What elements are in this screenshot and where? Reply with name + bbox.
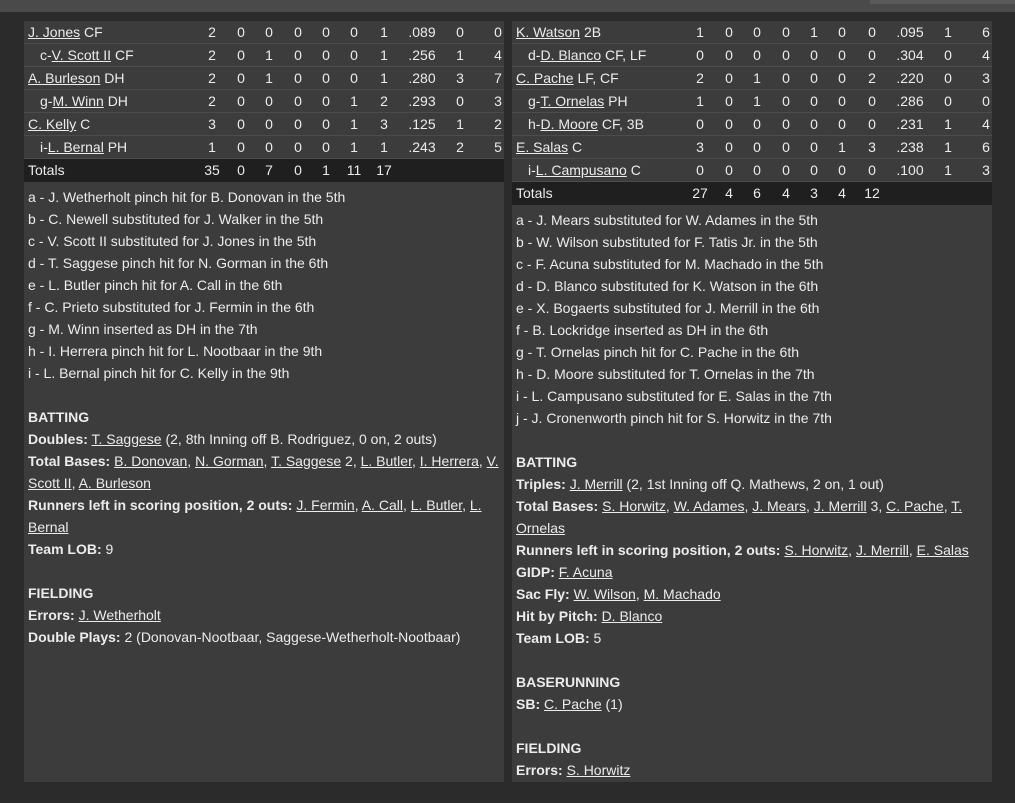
away-batting-table — [24, 21, 504, 159]
player-link[interactable]: C. Pache — [516, 70, 574, 86]
stat-cell: 0 — [810, 93, 818, 109]
substitution-note: b - W. Wilson substituted for F. Tatis Jr. in the 5th — [516, 234, 818, 250]
player-position: C — [80, 116, 91, 132]
player-link[interactable]: E. Salas — [516, 139, 569, 155]
player-link[interactable]: B. Donovan — [114, 453, 188, 469]
stat-cell: 2 — [696, 70, 704, 86]
stat-cell: 0 — [753, 116, 761, 132]
away-substitution-notes — [24, 182, 504, 648]
stat-cell: .089 — [408, 24, 436, 40]
player-link[interactable]: D. Blanco — [540, 47, 602, 63]
player-row — [512, 44, 992, 67]
stat-cell: 0 — [810, 139, 818, 155]
home-batting-section: BATTING Triples: J. Merrill (2, 1st Inning off Q. Mathews, 2 on, 1 out) Total Bases: S. Horwitz, W. Adames, J. Mears, J. Merrill 3, C. Pache, T. Ornelas Runners left in scoring position, 2 outs: S. Horwitz, J. Merrill, E. Salas GIDP: F. Acuna Sac Fly: W. Wilson, M. Machado Hit by Pitch: D. Blanco Team LOB: 5 — [516, 451, 988, 649]
player-row — [512, 21, 992, 44]
player-link[interactable]: S. Horwitz — [566, 762, 631, 778]
stat-cell: 0 — [237, 139, 245, 155]
player-name-cell: d-D. Blanco CF, LF — [528, 47, 647, 63]
player-row — [512, 90, 992, 113]
home-substitution-notes — [512, 205, 992, 781]
player-row — [512, 159, 992, 182]
stat-cell: 2 — [868, 70, 876, 86]
stat-cell: 3 — [208, 116, 216, 132]
stat-cell: 0 — [494, 24, 502, 40]
stat-cell: 0 — [838, 116, 846, 132]
stat-cell: 1 — [456, 47, 464, 63]
player-row — [512, 136, 992, 159]
player-link[interactable]: S. Horwitz — [602, 498, 666, 514]
stat-cell: 4 — [982, 116, 990, 132]
stat-cell: .238 — [896, 139, 924, 155]
player-link[interactable]: L. Campusano — [535, 162, 627, 178]
substitution-note: d - D. Blanco substituted for K. Watson in the 6th — [516, 278, 819, 294]
stat-cell: .243 — [408, 139, 436, 155]
fielding-heading: FIELDING — [516, 740, 582, 756]
stat-cell: 0 — [753, 139, 761, 155]
stat-cell: 2 — [208, 47, 216, 63]
total-stat-cell: 12 — [864, 185, 880, 201]
stat-cell: 4 — [982, 47, 990, 63]
stat-cell: 0 — [237, 93, 245, 109]
player-name-cell: i-L. Bernal PH — [40, 139, 128, 155]
player-link[interactable]: C. Kelly — [28, 116, 77, 132]
total-stat-cell: 35 — [204, 162, 220, 178]
home-fielding-section: FIELDING Errors: S. Horwitz — [516, 737, 988, 781]
player-row — [24, 90, 504, 113]
stat-cell: 0 — [782, 162, 790, 178]
totals-label: Totals — [28, 162, 65, 178]
away-fielding-section: FIELDING Errors: J. Wetherholt Double Plays: 2 (Donovan-Nootbaar, Saggese-Wetherholt-Nootbaar) — [28, 582, 500, 648]
total-stat-cell: 7 — [265, 162, 273, 178]
player-link[interactable]: L. Butler — [410, 497, 463, 513]
stat-cell: 1 — [944, 162, 952, 178]
stat-cell: .293 — [408, 93, 436, 109]
player-link[interactable]: A. Call — [361, 497, 403, 513]
stat-cell: 1 — [944, 24, 952, 40]
stat-cell: 0 — [237, 24, 245, 40]
total-stat-cell: 6 — [753, 185, 761, 201]
player-link[interactable]: S. Horwitz — [784, 542, 849, 558]
stat-cell: 0 — [868, 24, 876, 40]
substitution-note: a - J. Mears substituted for W. Adames in the 5th — [516, 212, 818, 228]
stat-cell: .286 — [896, 93, 924, 109]
player-link[interactable]: F. Acuna — [558, 564, 613, 580]
stat-cell: 0 — [294, 24, 302, 40]
stat-cell: 0 — [322, 139, 330, 155]
stat-cell: 0 — [725, 24, 733, 40]
player-position: PH — [107, 139, 128, 155]
stat-cell: 0 — [810, 162, 818, 178]
player-name-cell: c-V. Scott II CF — [40, 47, 134, 63]
player-link[interactable]: C. Pache — [886, 498, 944, 514]
stat-cell: 0 — [322, 116, 330, 132]
player-link[interactable]: L. Bernal — [28, 497, 482, 535]
stat-cell: 1 — [265, 70, 273, 86]
player-link[interactable]: J. Jones — [28, 24, 81, 40]
player-name-cell — [28, 113, 90, 136]
player-row — [24, 21, 504, 44]
player-row — [512, 113, 992, 136]
stat-cell: 3 — [696, 139, 704, 155]
stat-cell: 0 — [782, 70, 790, 86]
stat-cell: 0 — [810, 116, 818, 132]
stat-cell: 0 — [753, 162, 761, 178]
stat-cell: 0 — [237, 70, 245, 86]
player-link[interactable]: E. Salas — [916, 542, 969, 558]
total-stat-cell: 11 — [346, 162, 362, 178]
stat-cell: 0 — [294, 93, 302, 109]
stat-cell: .125 — [408, 116, 436, 132]
stat-cell: 1 — [265, 47, 273, 63]
stat-cell: 0 — [725, 139, 733, 155]
player-link[interactable]: A. Burleson — [78, 475, 151, 491]
total-stat-cell: 1 — [322, 162, 330, 178]
away-batting-section: BATTING Doubles: T. Saggese (2, 8th Inning off B. Rodriguez, 0 on, 2 outs) Total Bases: B. Donovan, N. Gorman, T. Saggese 2, L. Butler, I. Herrera, V. Scott II, A. Burleson Runners left in scoring position, 2 outs: J. Fermin, A. Call, L. Butler, L. Bernal Team LOB: 9 — [28, 406, 500, 560]
player-row — [24, 136, 504, 159]
stat-cell: 0 — [944, 47, 952, 63]
stat-cell: 2 — [208, 93, 216, 109]
player-link[interactable]: D. Moore — [540, 116, 599, 132]
stat-cell: 0 — [868, 93, 876, 109]
total-stat-cell: 4 — [782, 185, 790, 201]
total-stat-cell: 17 — [376, 162, 392, 178]
stat-cell: 0 — [944, 70, 952, 86]
stat-cell: 0 — [294, 116, 302, 132]
player-name-cell: g-M. Winn DH — [40, 93, 128, 109]
player-link[interactable]: C. Pache — [544, 696, 602, 712]
stat-cell: 0 — [782, 24, 790, 40]
stat-cell: 1 — [838, 139, 846, 155]
player-position: LF, CF — [577, 70, 619, 86]
stat-cell: 2 — [208, 70, 216, 86]
stat-cell: 0 — [782, 93, 790, 109]
stat-cell: 0 — [782, 139, 790, 155]
player-row — [24, 113, 504, 136]
stat-cell: 0 — [350, 70, 358, 86]
stat-cell: 0 — [725, 93, 733, 109]
stat-cell: 0 — [810, 70, 818, 86]
stat-cell: 1 — [944, 139, 952, 155]
substitution-note: b - C. Newell substituted for J. Walker in the 5th — [28, 211, 324, 227]
stat-cell: 0 — [868, 47, 876, 63]
stat-cell: 0 — [838, 162, 846, 178]
stat-cell: 2 — [380, 93, 388, 109]
stat-cell: 0 — [456, 93, 464, 109]
stat-cell: .220 — [896, 70, 924, 86]
player-link[interactable]: W. Wilson — [573, 586, 636, 602]
fielding-heading: FIELDING — [28, 585, 94, 601]
batting-heading: BATTING — [28, 409, 90, 425]
stat-cell: 1 — [380, 139, 388, 155]
away-box-score-panel — [24, 21, 504, 782]
player-name-cell: i-L. Campusano C — [528, 162, 641, 178]
stat-cell: 0 — [810, 47, 818, 63]
player-link[interactable]: W. Adames — [673, 498, 745, 514]
stat-cell: 0 — [265, 139, 273, 155]
stat-cell: 0 — [322, 93, 330, 109]
player-link[interactable]: T. Saggese — [91, 431, 162, 447]
home-totals-row — [512, 182, 992, 205]
player-name-cell — [516, 136, 582, 159]
stat-cell: 0 — [838, 93, 846, 109]
substitution-note: g - M. Winn inserted as DH in the 7th — [28, 321, 258, 337]
player-position: CF, LF — [605, 47, 647, 63]
stat-cell: .256 — [408, 47, 436, 63]
stat-cell: 0 — [294, 70, 302, 86]
player-name-cell — [516, 67, 619, 90]
stat-cell: 1 — [208, 139, 216, 155]
player-link[interactable]: M. Machado — [643, 586, 721, 602]
stat-cell: 0 — [868, 116, 876, 132]
stat-cell: 0 — [982, 93, 990, 109]
stat-cell: 3 — [982, 162, 990, 178]
player-name-cell: h-D. Moore CF, 3B — [528, 116, 644, 132]
stat-cell: 1 — [380, 24, 388, 40]
total-stat-cell: 4 — [838, 185, 846, 201]
player-link[interactable]: N. Gorman — [195, 453, 264, 469]
substitution-note: c - V. Scott II substituted for J. Jones in the 5th — [28, 233, 317, 249]
stat-cell: 7 — [494, 70, 502, 86]
stat-cell: 2 — [494, 116, 502, 132]
total-stat-cell: 4 — [725, 185, 733, 201]
player-link[interactable]: T. Ornelas — [540, 93, 605, 109]
stat-cell: .095 — [896, 24, 924, 40]
player-position: CF — [114, 47, 134, 63]
home-box-score-panel — [512, 21, 992, 782]
stat-cell: 1 — [944, 116, 952, 132]
stat-cell: 0 — [350, 47, 358, 63]
substitution-note: j - J. Cronenworth pinch hit for S. Horwitz in the 7th — [516, 410, 832, 426]
stat-cell: 3 — [380, 116, 388, 132]
player-link[interactable]: V. Scott II — [28, 453, 499, 491]
total-stat-cell: 0 — [237, 162, 245, 178]
stat-cell: 3 — [868, 139, 876, 155]
player-name-cell — [28, 67, 125, 90]
player-position: 2B — [583, 24, 602, 40]
stat-cell: 3 — [456, 70, 464, 86]
stat-cell: 3 — [494, 93, 502, 109]
stat-cell: 0 — [838, 70, 846, 86]
player-link[interactable]: L. Butler — [360, 453, 412, 469]
substitution-note: f - C. Prieto substituted for J. Fermin in the 6th — [28, 299, 315, 315]
substitution-note: h - D. Moore substituted for T. Ornelas in the 7th — [516, 366, 815, 382]
substitution-note: e - X. Bogaerts substituted for J. Merrill in the 6th — [516, 300, 820, 316]
player-position: CF, 3B — [601, 116, 644, 132]
player-row — [512, 67, 992, 90]
stat-cell: 0 — [696, 162, 704, 178]
player-link[interactable]: J. Mears — [752, 498, 806, 514]
stat-cell: 2 — [208, 24, 216, 40]
stat-cell: 1 — [380, 70, 388, 86]
stat-cell: 0 — [322, 47, 330, 63]
player-position: CF — [84, 24, 103, 40]
substitution-note: g - T. Ornelas pinch hit for C. Pache in the 6th — [516, 344, 800, 360]
stat-cell: .231 — [896, 116, 924, 132]
stat-cell: 0 — [237, 47, 245, 63]
stat-cell: 6 — [982, 139, 990, 155]
player-name-cell — [516, 21, 601, 44]
stat-cell: .280 — [408, 70, 436, 86]
batting-heading: BATTING — [516, 454, 578, 470]
player-link[interactable]: D. Blanco — [601, 608, 663, 624]
stat-cell: 0 — [725, 116, 733, 132]
stat-cell: 0 — [868, 162, 876, 178]
stat-cell: 1 — [810, 24, 818, 40]
player-name-cell — [28, 21, 103, 44]
totals-label: Totals — [516, 185, 553, 201]
player-link[interactable]: J. Wetherholt — [78, 607, 161, 623]
total-stat-cell: 0 — [294, 162, 302, 178]
player-row — [24, 67, 504, 90]
player-link[interactable]: A. Burleson — [28, 70, 101, 86]
player-link[interactable]: J. Fermin — [296, 497, 355, 513]
stat-cell: 0 — [838, 24, 846, 40]
stat-cell: 0 — [725, 47, 733, 63]
player-link[interactable]: I. Herrera — [419, 453, 479, 469]
stat-cell: .304 — [896, 47, 924, 63]
player-position: DH — [104, 70, 125, 86]
player-link[interactable]: V. Scott II — [51, 47, 112, 63]
substitution-note: f - B. Lockridge inserted as DH in the 6th — [516, 322, 769, 338]
stat-cell: 4 — [494, 47, 502, 63]
stat-cell: 0 — [753, 47, 761, 63]
substitution-note: i - L. Bernal pinch hit for C. Kelly in the 9th — [28, 365, 290, 381]
home-batting-table — [512, 21, 992, 182]
stat-cell: 0 — [237, 116, 245, 132]
player-link[interactable]: T. Saggese — [271, 453, 342, 469]
player-link[interactable]: K. Watson — [516, 24, 581, 40]
home-baserunning-section: BASERUNNING SB: C. Pache (1) — [516, 671, 988, 715]
stat-cell: 1 — [350, 116, 358, 132]
player-link[interactable]: T. Ornelas — [516, 498, 963, 536]
player-position: PH — [608, 93, 628, 109]
window-top-bar — [0, 0, 1015, 12]
player-link[interactable]: M. Winn — [52, 93, 104, 109]
stat-cell: 0 — [696, 116, 704, 132]
stat-cell: 0 — [725, 70, 733, 86]
stat-cell: 1 — [696, 93, 704, 109]
stat-cell: 0 — [725, 162, 733, 178]
player-position: DH — [107, 93, 128, 109]
player-link[interactable]: J. Merrill — [813, 498, 867, 514]
stat-cell: 0 — [838, 47, 846, 63]
stat-cell: 0 — [294, 139, 302, 155]
stat-cell: 0 — [265, 116, 273, 132]
player-position: C — [630, 162, 641, 178]
total-stat-cell: 27 — [692, 185, 708, 201]
total-stat-cell: 3 — [810, 185, 818, 201]
stat-cell: 0 — [456, 24, 464, 40]
stat-cell: 1 — [456, 116, 464, 132]
stat-cell: 0 — [322, 24, 330, 40]
player-position: C — [572, 139, 583, 155]
player-link[interactable]: L. Bernal — [47, 139, 104, 155]
away-totals-row — [24, 159, 504, 182]
stat-cell: 2 — [456, 139, 464, 155]
substitution-note: a - J. Wetherholt pinch hit for B. Donovan in the 5th — [28, 189, 346, 205]
substitution-note: h - I. Herrera pinch hit for L. Nootbaar in the 9th — [28, 343, 323, 359]
stat-cell: 0 — [782, 47, 790, 63]
substitution-note: e - L. Butler pinch hit for A. Call in the 6th — [28, 277, 283, 293]
stat-cell: 0 — [782, 116, 790, 132]
substitution-note: c - F. Acuna substituted for M. Machado in the 5th — [516, 256, 824, 272]
substitution-note: d - T. Saggese pinch hit for N. Gorman in the 6th — [28, 255, 329, 271]
player-link[interactable]: J. Merrill — [855, 542, 909, 558]
stat-cell: 0 — [265, 24, 273, 40]
stat-cell: 0 — [322, 70, 330, 86]
stat-cell: 0 — [753, 24, 761, 40]
stat-cell: 5 — [494, 139, 502, 155]
stat-cell: 0 — [350, 24, 358, 40]
stat-cell: 6 — [982, 24, 990, 40]
player-row — [24, 44, 504, 67]
baserunning-heading: BASERUNNING — [516, 674, 621, 690]
stat-cell: 3 — [982, 70, 990, 86]
stat-cell: .100 — [896, 162, 924, 178]
player-link[interactable]: J. Merrill — [569, 476, 623, 492]
stat-cell: 0 — [294, 47, 302, 63]
stat-cell: 1 — [380, 47, 388, 63]
stat-cell: 1 — [696, 24, 704, 40]
stat-cell: 1 — [350, 139, 358, 155]
substitution-note: i - L. Campusano substituted for E. Salas in the 7th — [516, 388, 832, 404]
stat-cell: 1 — [753, 70, 761, 86]
player-name-cell: g-T. Ornelas PH — [528, 93, 628, 109]
stat-cell: 0 — [265, 93, 273, 109]
stat-cell: 1 — [753, 93, 761, 109]
stat-cell: 1 — [350, 93, 358, 109]
stat-cell: 0 — [696, 47, 704, 63]
stat-cell: 0 — [944, 93, 952, 109]
